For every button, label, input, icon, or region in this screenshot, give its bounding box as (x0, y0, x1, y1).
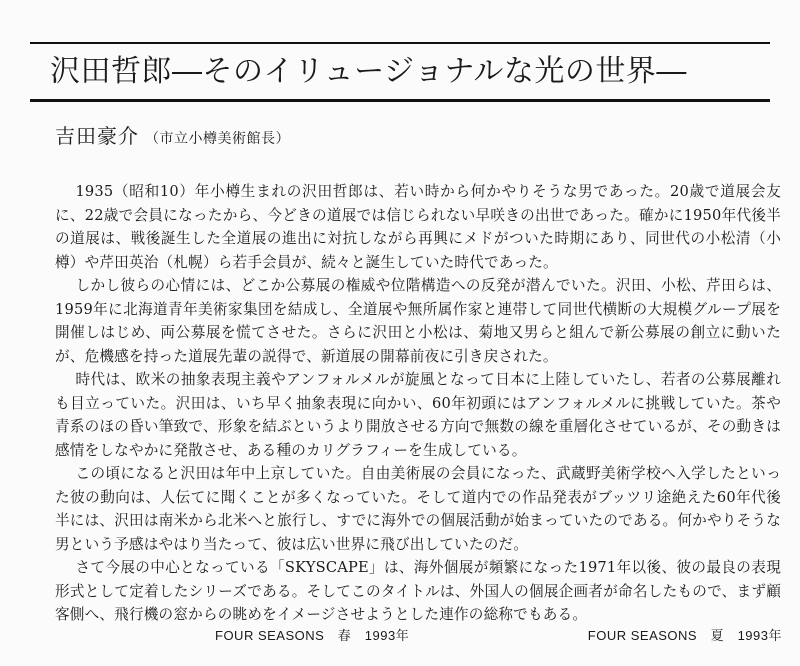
author-line (55, 123, 290, 149)
footer-right-caption: FOUR SEASONS 夏 1993年 (587, 628, 782, 643)
paragraph-3: 時代は、欧米の抽象表現主義やアンフォルメルが旋風となって日本に上陸していたし、若者の公募展離れも目立っていた。沢田は、いち早く抽象表現に向かい、60年初頭にはアンフォルメルに挑戦していた。茶や青系のほの昏い筆致で、形象を結ぶというより開放させる方向で無数の線を重層化させているが、その動きは感情をしなやかに発散させ、ある種のカリグラフィーを生成している。 (55, 371, 781, 459)
footer-left-caption: FOUR SEASONS 春 1993年 (215, 628, 410, 643)
paragraph-5: さて今展の中心となっている「SKYSCAPE」は、海外個展が頻繁になった1971年以後、彼の最良の表現形式として定着したシリーズである。そしてこのタイトルは、外国人の個展企画者が命名したもので、まず顧客側へ、飛行機の窓からの眺めをイメージさせようとした連作の総称でもある。 (55, 559, 781, 623)
paragraph-4: この頃になると沢田は年中上京していた。自由美術展の会員になった、武蔵野美術学校へ入学したといった彼の動向は、人伝てに聞くことが多くなっていた。そして道内での作品発表がブッツリ途絶えた60年代後半には、沢田は南米から北米へと旅行し、すでに海外での個展活動が始まっていたのである。何かやりそうな男という予感はやはり当たって、彼は広い世界に飛び出していたのだ。 (55, 465, 781, 553)
article-body (55, 180, 781, 627)
paragraph-1: 1935（昭和10）年小樽生まれの沢田哲郎は、若い時から何かやりそうな男であった。20歳で道展会友に、22歳で会員になったから、今どきの道展では信じられない早咲きの出世であった。確かに1950年代後半の道展は、戦後誕生した全道展の進出に対抗しながら再興にメドがついた時期にあり、同世代の小松清（小樽）や芹田英治（札幌）ら若手会員が、続々と誕生していた時代であった。 (55, 183, 781, 271)
title-rule-bottom (30, 99, 770, 102)
paragraph-2: しかし彼らの心情には、どこか公募展の権威や位階構造への反発が潜んでいた。沢田、小松、芹田らは、1959年に北海道青年美術家集団を結成し、全道展や無所属作家と連帯して同世代横断の大規模グループ展を開催しはじめ、両公募展を慌てさせた。さらに沢田と小松は、菊地又男らと組んで新公募展の創立に動いたが、危機感を持った道展先輩の説得で、新道展の開幕前夜に引き戻された。 (55, 277, 781, 365)
page-title: 沢田哲郎―そのイリュージョナルな光の世界― (50, 54, 687, 89)
author-affiliation: （市立小樽美術館長） (145, 131, 290, 147)
title-rule-top (30, 42, 770, 44)
author-name: 吉田豪介 (55, 124, 139, 148)
